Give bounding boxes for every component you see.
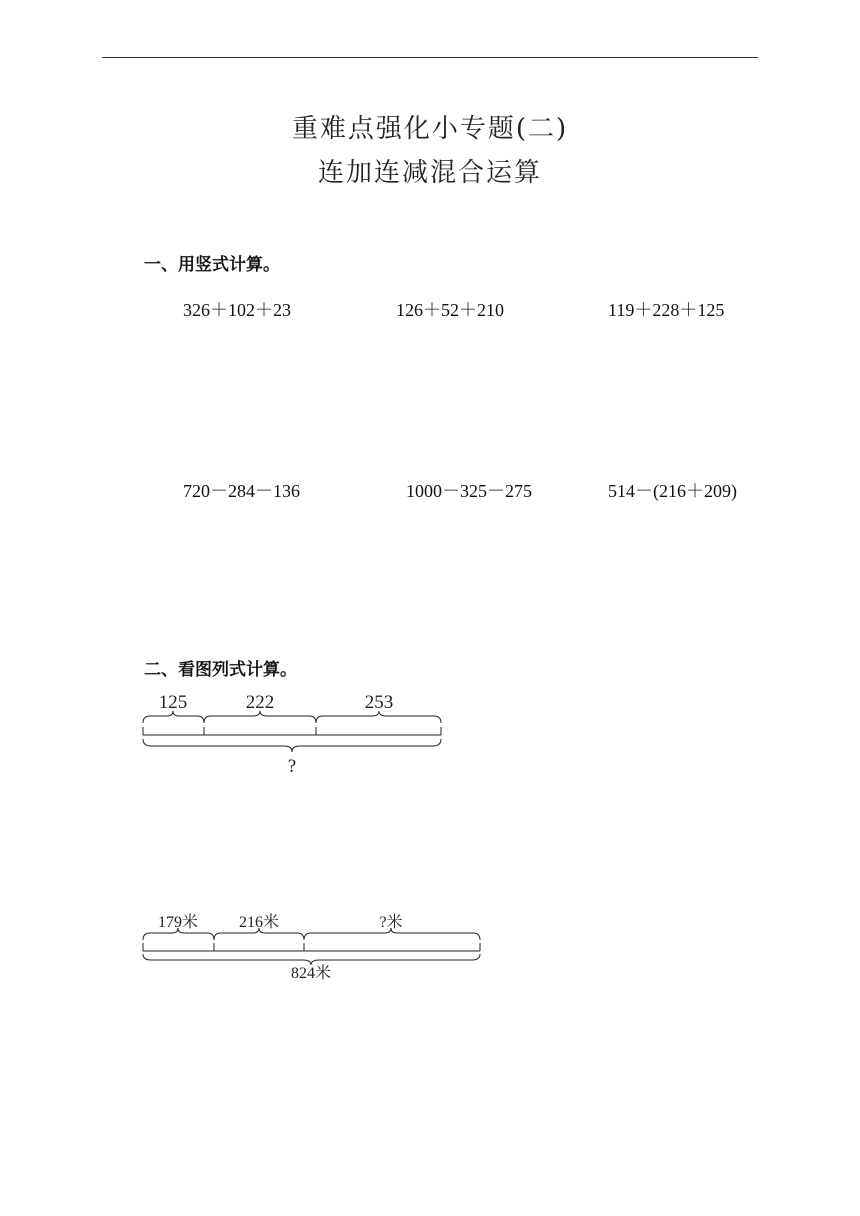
page-title: 重难点强化小专题(二) <box>291 114 569 144</box>
diagram1-segment-label-3: 253 <box>364 692 394 713</box>
diagram2-segment-label-1: 179米 <box>157 914 199 931</box>
diagram2-brace-2 <box>214 928 304 940</box>
diagram1-brace-1 <box>143 711 204 723</box>
section-1-heading: 一、用竖式计算。 <box>144 255 280 275</box>
problem-4: 720－284－136 <box>183 481 300 501</box>
diagram1-brace-3 <box>316 711 441 723</box>
section-2-heading: 二、看图列式计算。 <box>144 660 297 680</box>
diagram2-total-label: 824米 <box>290 965 332 982</box>
problem-3: 119＋228＋125 <box>608 300 725 320</box>
diagram2-segment-label-2: 216米 <box>238 914 280 931</box>
problem-2: 126＋52＋210 <box>396 300 504 320</box>
problem-1: 326＋102＋23 <box>183 300 291 320</box>
diagram1-segment-label-2: 222 <box>245 692 275 713</box>
diagram1-segment-label-1: 125 <box>158 692 188 713</box>
problem-6: 514－(216＋209) <box>608 481 737 501</box>
diagram2-total-brace <box>143 954 480 965</box>
diagram1-total-brace <box>143 739 441 752</box>
diagram1-brace-2 <box>204 711 316 723</box>
diagram2-segment-label-3: ?米 <box>379 914 403 931</box>
diagram1-total-label: ? <box>287 756 297 777</box>
diagram2-brace-1 <box>143 928 214 940</box>
problem-5: 1000－325－275 <box>406 481 532 501</box>
page-subtitle: 连加连减混合运算 <box>317 158 542 188</box>
